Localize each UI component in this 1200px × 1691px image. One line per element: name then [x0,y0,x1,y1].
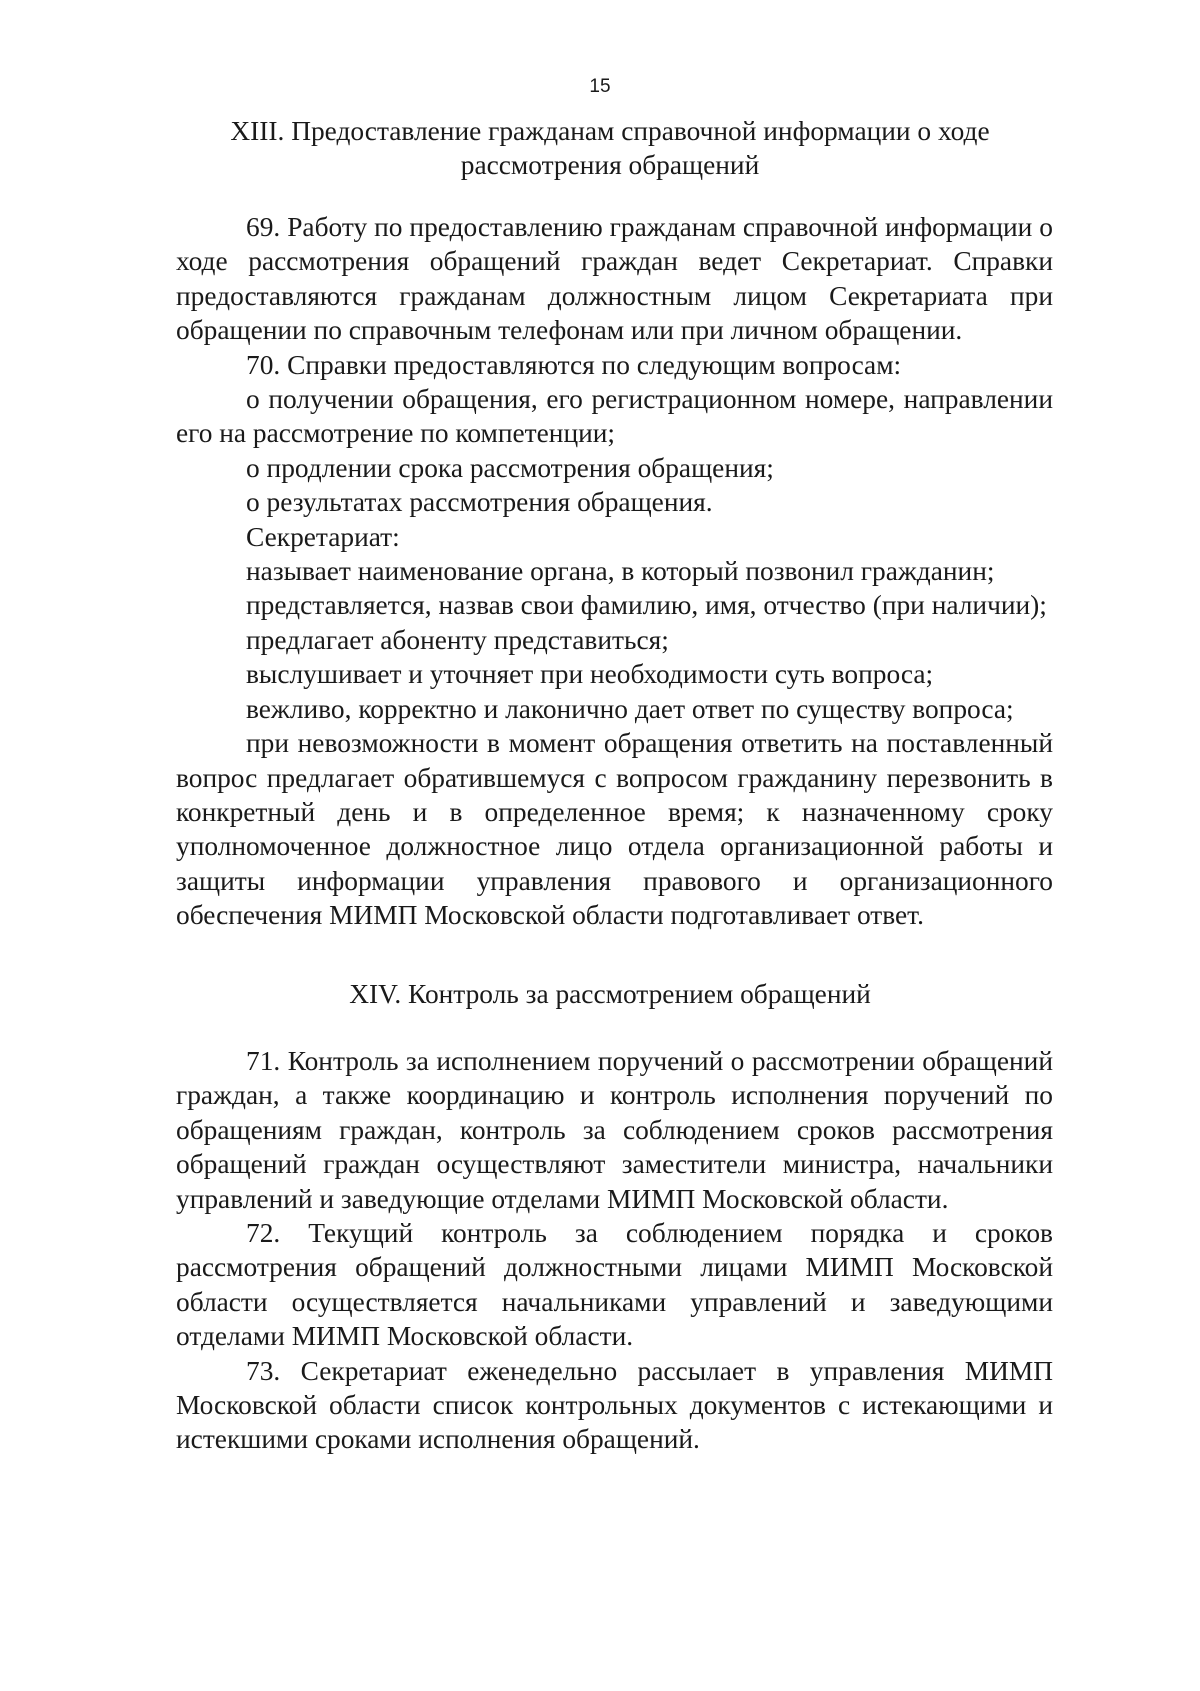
section-13-body [176,210,1053,933]
list-item-asks-introduce: предлагает абоненту представиться; [246,624,669,655]
section-13-title [170,114,1050,182]
list-item-answers: вежливо, корректно и лаконично дает ответ по существу вопроса; [246,693,1014,724]
secretariat-label: Секретариат: [246,521,400,552]
list-item-results: о результатах рассмотрения обращения. [246,487,713,518]
paragraph-73: 73. Секретариат еженедельно рассылает в управления МИМП Московской области список контрольных документов с истекающими и истекшими сроками исполнения обращений. [176,1355,1053,1455]
section-14-title: XIV. Контроль за рассмотрением обращений [349,979,871,1009]
paragraph-70: 70. Справки предоставляются по следующим вопросам: [246,349,902,380]
paragraph-71: 71. Контроль за исполнением поручений о рассмотрении обращений граждан, а также координацию и контроль исполнения поручений по обращениям граждан, контроль за соблюдением сроков рассмотрения обращений граждан осуществляют заместители министра, начальники управлений и заведующие отделами МИМП Московской области. [176,1046,1053,1214]
page-number: 15 [589,76,611,97]
section-13-title-line-2: рассмотрения обращений [460,150,760,180]
section-14-body [176,1044,1053,1457]
list-item-receipt: о получении обращения, его регистрационном номере, направлении его на рассмотрение по компетенции; [176,384,1053,449]
paragraph-69: 69. Работу по предоставлению гражданам справочной информации о ходе рассмотрения обращений граждан ведет Секретариат. Справки предоставляются гражданам должностным лицом Секретариата при обращении по справочным телефонам или при личном обращении. [176,212,1053,346]
list-item-names-organ: называет наименование органа, в который позвонил гражданин; [246,556,995,587]
list-item-listens: выслушивает и уточняет при необходимости суть вопроса; [246,659,934,690]
list-item-extension: о продлении срока рассмотрения обращения; [246,452,774,483]
paragraph-72: 72. Текущий контроль за соблюдением порядка и сроков рассмотрения обращений должностными лицами МИМП Московской области осуществляется начальниками управлений и заведующими отделами МИМП Московской области. [176,1218,1053,1352]
section-13-title-line-1: XIII. Предоставление гражданам справочной информации о ходе [230,116,990,146]
list-item-introduces: представляется, назвав свои фамилию, имя, отчество (при наличии); [246,590,1047,621]
list-item-callback: при невозможности в момент обращения ответить на поставленный вопрос предлагает обратившемуся с вопросом гражданину перезвонить в конкретный день и в определенное время; к назначенному сроку уполномоченное должностное лицо отдела организационной работы и защиты информации управления правового и организационного обеспечения МИМП Московской области подготавливает ответ. [176,728,1053,931]
